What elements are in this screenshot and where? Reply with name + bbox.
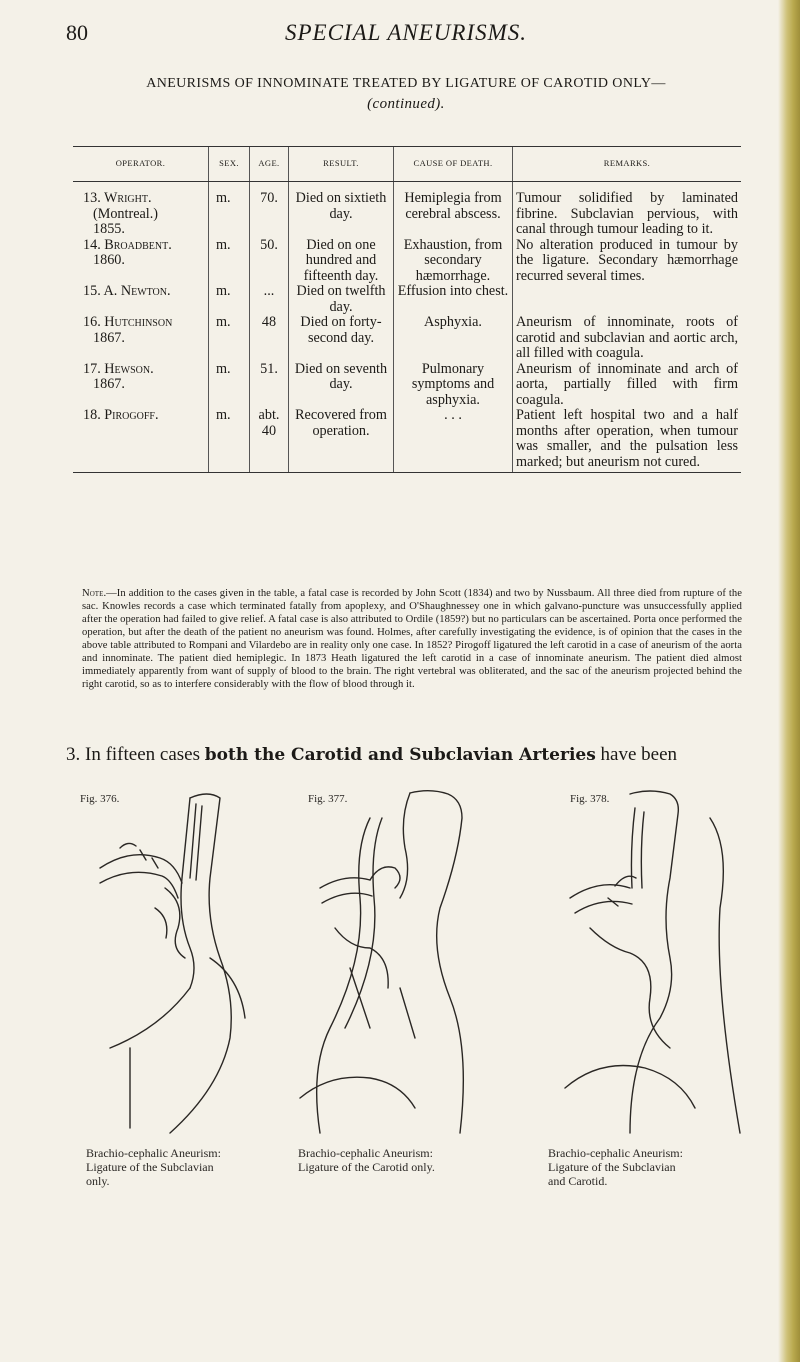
figure-caption — [298, 1146, 478, 1174]
table-row — [73, 408, 741, 473]
col-header-result: RESULT. — [289, 147, 394, 182]
operator-cell — [73, 362, 209, 409]
table-row — [73, 284, 741, 315]
arch-outline-left — [317, 818, 370, 1133]
sex-cell: m. — [209, 284, 250, 315]
table-row — [73, 315, 741, 362]
age-cell: 50. — [250, 238, 289, 285]
age-cell: ... — [250, 284, 289, 315]
trachea-outline — [630, 791, 678, 1133]
operator-year: 1867. — [93, 376, 125, 392]
operator-cell — [73, 182, 209, 238]
jugular-vessel — [400, 793, 410, 898]
col-header-cause: CAUSE OF DEATH. — [394, 147, 513, 182]
paragraph-suffix: have been — [595, 744, 678, 765]
remarks-cell: Patient left hospital two and a half months after operation, when tumour was smaller, and the pulsation less marked; but aneurism not cured. — [513, 408, 742, 473]
ligature-loop — [370, 867, 400, 888]
table-title — [66, 74, 746, 114]
page-header — [66, 20, 746, 54]
figure-caption — [86, 1146, 246, 1188]
aneurism-sac — [335, 928, 388, 1028]
operator-name: 13. Wright. — [83, 190, 152, 206]
sex-cell: m. — [209, 408, 250, 473]
footnote-text: —In addition to the cases given in the table, a fatal case is recorded by John Scott (1834) and two by Nussbaum. All three died from rupture of the sac. Knowles records a case which terminated fatally from apoplexy, and O'Shaughnessey one in which galvano-puncture was unsuccessfully applied after the operation had failed to give relief. A fatal case is also attributed to Ordile (1859?) but no particulars can be ascertained. Porta once performed the operation, but after the death of the patient no aneurism was found. Holmes, after carefully investigating the evidence, is of opinion that the cases in the above table attributed to Rompani and Vilardebo are in reality only one case. In 1852? Pirogoff ligatured the left carotid in a case of aneurism of the aorta and innominate. The patient died hemiplegic. In 1873 Heath ligatured the left carotid in a case of innominate aneurism. The patient died almost immediately apparently from want of supply of blood to the brain. The right vertebral was obliterated, and the sac of the aneurism projected behind the right carotid, so as to interfere considerably with the flow of blood through it. — [82, 587, 742, 691]
table-row — [73, 182, 741, 238]
operator-name: 18. Pirogoff. — [83, 407, 159, 423]
carotid-vessel — [190, 804, 202, 880]
remarks-cell: Aneurism of innominate, roots of carotid and subclavian and aortic arch, all filled with coagula. — [513, 315, 742, 362]
col-header-remarks: REMARKS. — [513, 147, 742, 182]
caption-line: Ligature of the Carotid only. — [298, 1160, 435, 1174]
figure-376-drawing — [80, 793, 245, 1133]
cause-cell: Hemiplegia from cerebral abscess. — [394, 182, 513, 238]
arch-outline-left — [181, 798, 194, 988]
subclavian-vessel — [570, 885, 632, 913]
table-row — [73, 362, 741, 409]
table-title-line: ANEURISMS OF INNOMINATE TREATED BY LIGATURE OF CAROTID ONLY— — [146, 76, 666, 91]
figures-illustration — [70, 788, 750, 1138]
cause-cell: Pulmonary symptoms and asphyxia. — [394, 362, 513, 409]
carotid-vessel — [631, 808, 644, 888]
cause-cell: Exhaustion, from secondary hæmorrhage. — [394, 238, 513, 285]
operator-name: 16. Hutchinson — [83, 314, 173, 330]
page-number: 80 — [66, 20, 88, 45]
result-cell: Died on twelfth day. — [289, 284, 394, 315]
sex-cell: m. — [209, 238, 250, 285]
paragraph-emphasis: both the Carotid and Subclavian Arteries — [204, 745, 596, 765]
cause-cell: Effusion into chest. — [394, 284, 513, 315]
aneurism-cases-table — [73, 146, 741, 473]
operator-cell — [73, 284, 209, 315]
result-cell: Died on seventh day. — [289, 362, 394, 409]
figure-label: Fig. 376. — [80, 793, 120, 805]
col-header-age: AGE. — [250, 147, 289, 182]
subclavian-vessel — [320, 878, 372, 903]
footnote — [82, 587, 742, 692]
sex-cell: m. — [209, 182, 250, 238]
result-cell: Recovered from operation. — [289, 408, 394, 473]
operator-name: 15. A. Newton. — [83, 283, 171, 299]
operator-year: 1855. — [93, 221, 125, 237]
figure-377-drawing — [300, 791, 463, 1133]
caption-line: Brachio-cephalic Aneurism: — [298, 1146, 433, 1160]
paragraph-prefix: 3. In fifteen cases — [66, 744, 205, 765]
table-title-continued: (continued). — [367, 96, 445, 112]
remarks-cell: Aneurism of innominate and arch of aorta, partially filled with firm coagula. — [513, 362, 742, 409]
operator-name: 17. Hewson. — [83, 360, 154, 377]
operator-year: 1867. — [93, 329, 125, 346]
figure-label: Fig. 378. — [570, 793, 610, 805]
age-cell: abt. 40 — [250, 408, 289, 473]
running-head: SPECIAL ANEURISMS. — [284, 20, 528, 45]
figure-label: Fig. 377. — [308, 793, 348, 805]
sex-cell: m. — [209, 362, 250, 409]
operator-cell — [73, 315, 209, 362]
table-header-row — [73, 147, 741, 182]
remarks-cell: Tumour solidified by laminated fibrine. Subclavian pervious, with canal through tumour leading to it. — [513, 182, 742, 238]
result-cell: Died on forty-second day. — [289, 315, 394, 362]
age-cell: 51. — [250, 362, 289, 409]
operator-name: 14. Broadbent. — [83, 236, 172, 253]
body-paragraph — [66, 744, 756, 766]
footnote-lead: Note. — [82, 587, 107, 599]
operator-cell — [73, 408, 209, 473]
operator-year: 1860. — [93, 252, 125, 268]
aortic-arch — [110, 958, 245, 1128]
caption-line: Ligature of the Subclavian — [548, 1160, 676, 1174]
caption-line: Brachio-cephalic Aneurism: — [548, 1146, 683, 1160]
figure-caption — [548, 1146, 738, 1188]
page-edge-shadow — [778, 0, 800, 1362]
trachea-outline — [410, 791, 463, 1133]
col-header-sex: SEX. — [209, 147, 250, 182]
remarks-cell — [513, 284, 742, 315]
carotid-vessel — [345, 818, 382, 1028]
operator-detail: (Montreal.) — [93, 205, 159, 222]
arch-outline-right — [170, 794, 231, 1133]
col-header-operator: OPERATOR. — [73, 147, 209, 182]
caption-line: only. — [86, 1174, 110, 1188]
remarks-cell: No alteration produced in tumour by the ligature. Secondary hæmorrhage recurred several times. — [513, 238, 742, 285]
caption-line: Ligature of the Subclavian — [86, 1160, 214, 1174]
caption-line: and Carotid. — [548, 1174, 608, 1188]
age-cell: 70. — [250, 182, 289, 238]
cause-cell: . . . — [394, 408, 513, 473]
result-cell: Died on sixtieth day. — [289, 182, 394, 238]
age-cell: 48 — [250, 315, 289, 362]
result-cell: Died on one hundred and fifteenth day. — [289, 238, 394, 285]
aortic-arch — [565, 818, 740, 1133]
caption-line: Brachio-cephalic Aneurism: — [86, 1146, 221, 1160]
sex-cell: m. — [209, 315, 250, 362]
aneurism-sac — [590, 928, 670, 1048]
cause-cell: Asphyxia. — [394, 315, 513, 362]
operator-cell — [73, 238, 209, 285]
table-row — [73, 238, 741, 285]
figure-378-drawing — [565, 791, 740, 1133]
